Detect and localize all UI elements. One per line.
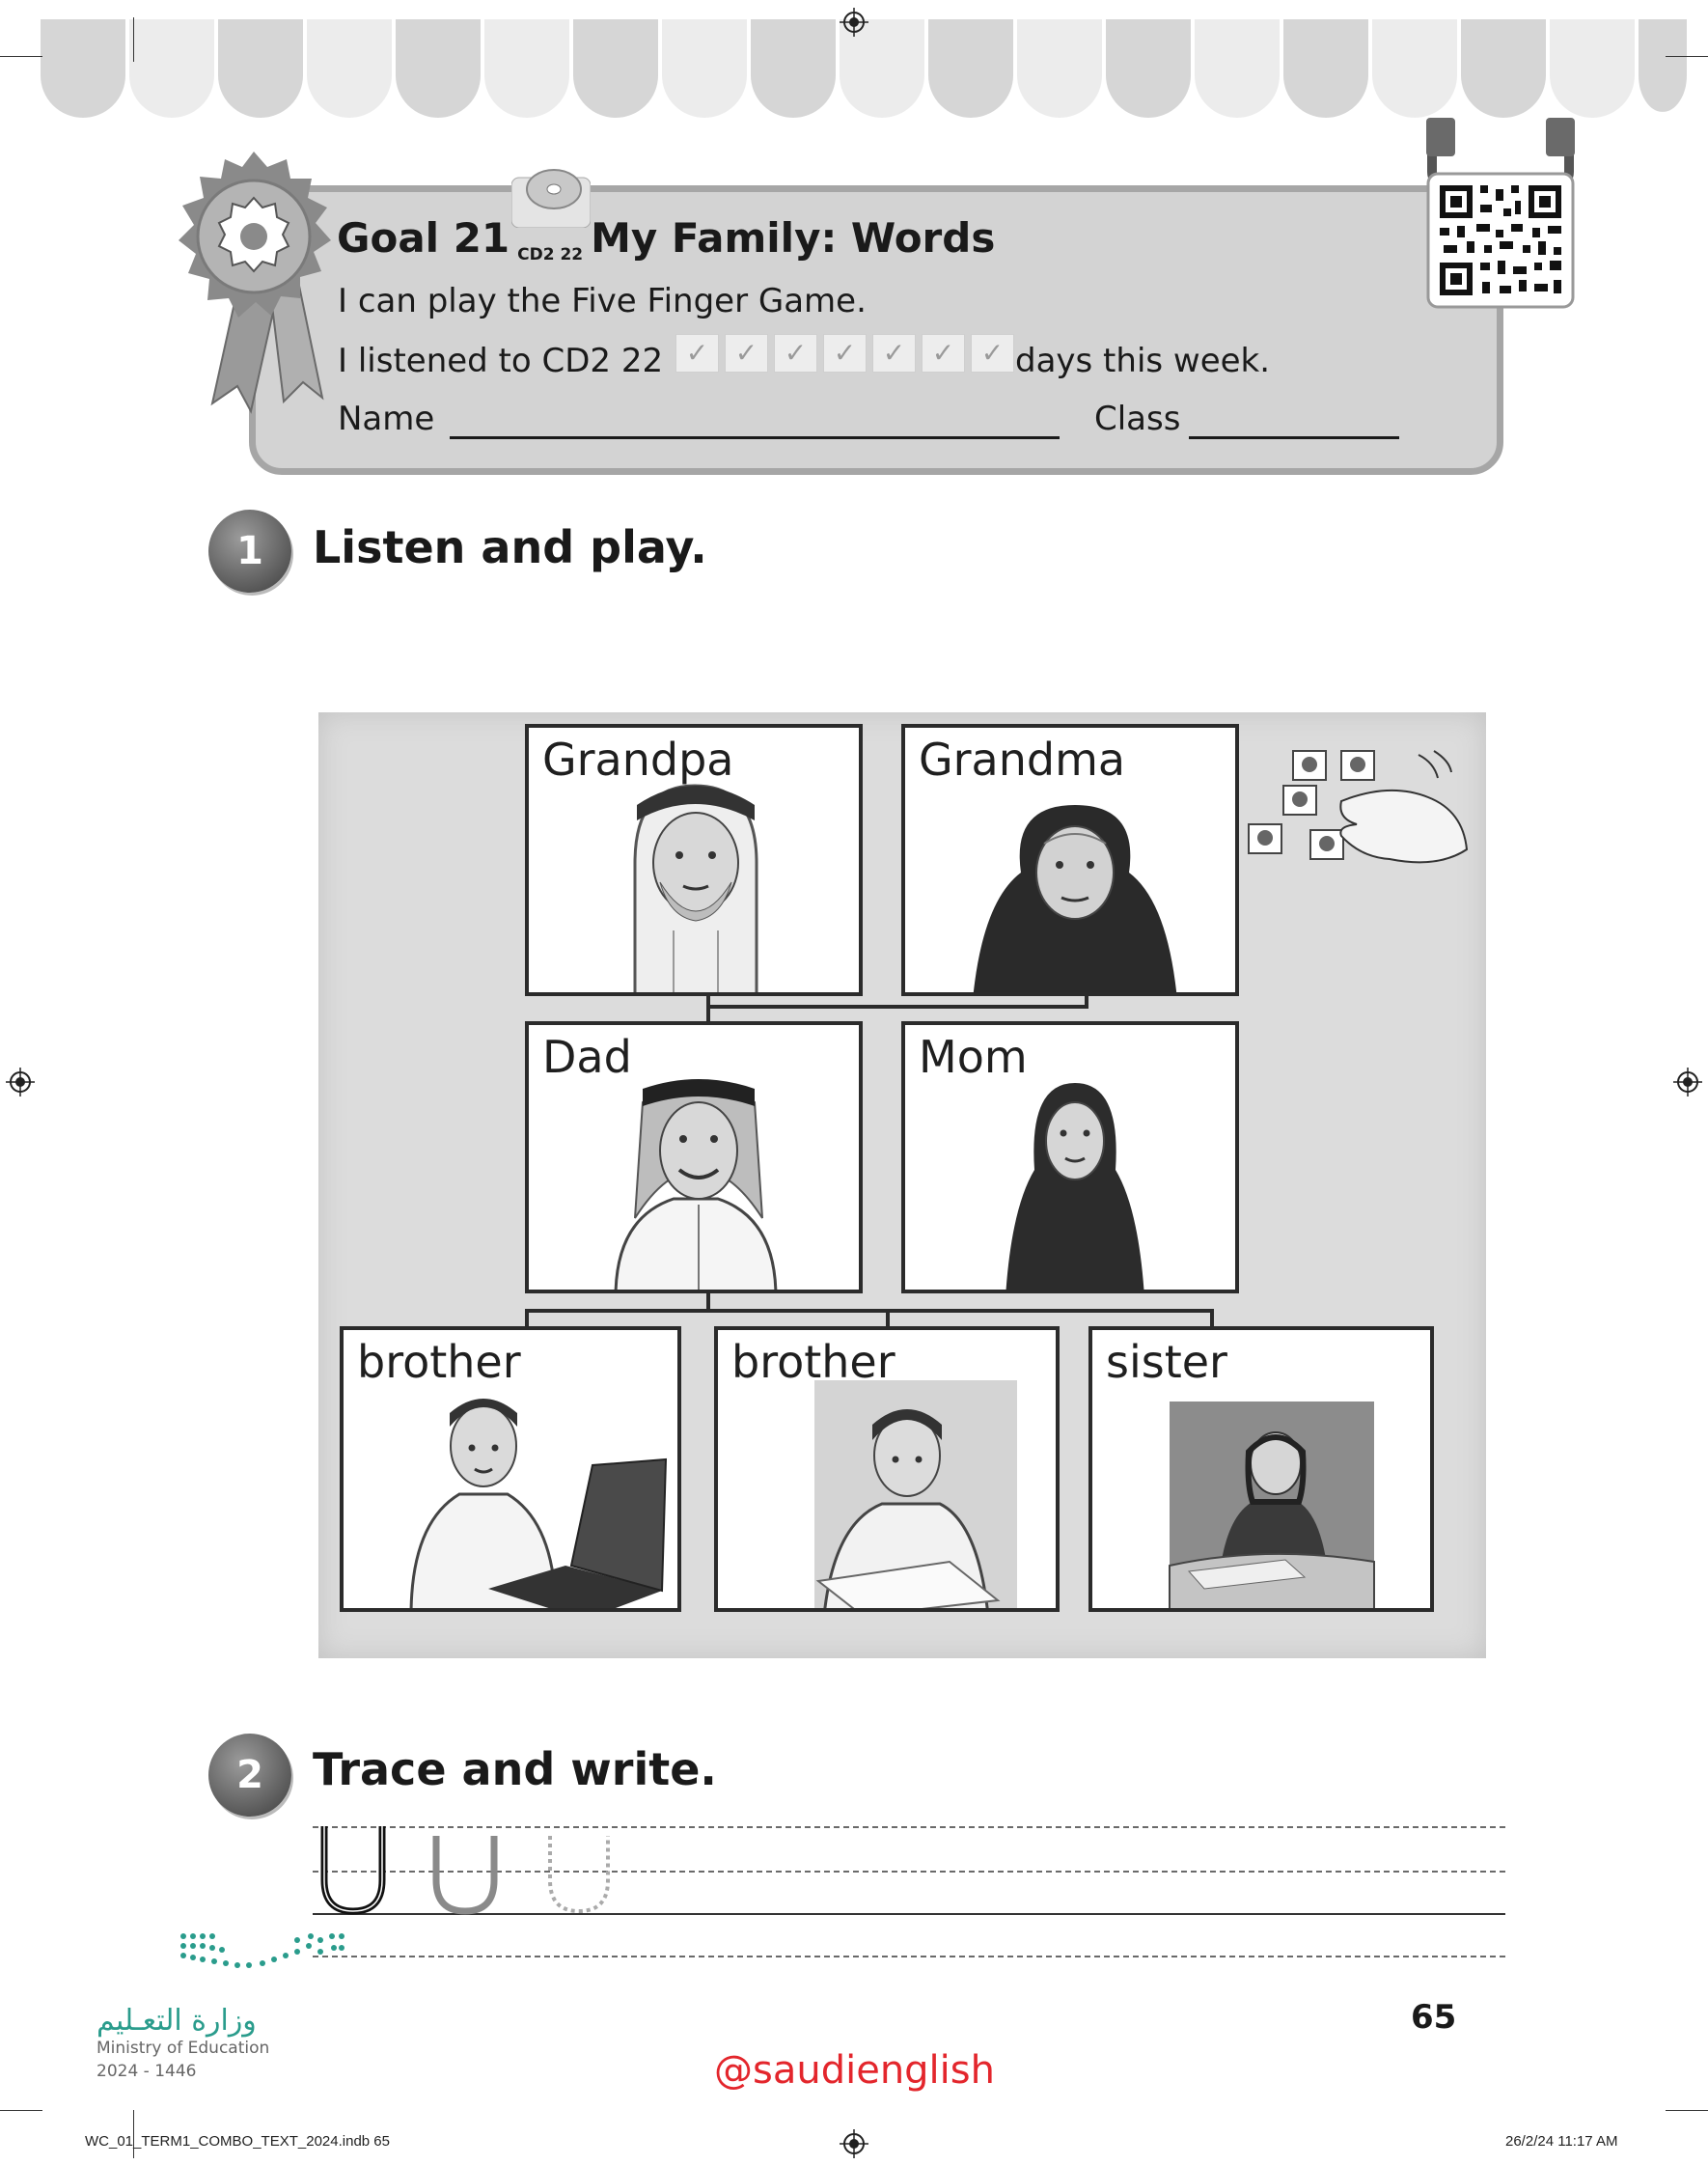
family-card-dad[interactable] [525, 1021, 863, 1293]
listen-statement: I listened to CD2 22 [338, 342, 664, 380]
class-label: Class [1094, 400, 1181, 438]
tile-label-mom: Mom [919, 1031, 1028, 1083]
tile-label-brother-1: brother [357, 1336, 521, 1388]
registration-mark-icon [840, 2129, 868, 2158]
family-card-brother-2[interactable] [714, 1326, 1060, 1612]
name-label: Name [338, 400, 435, 438]
family-card-grandma[interactable] [901, 724, 1239, 996]
exercise-number-badge: 2 [208, 1734, 291, 1817]
day-checkbox[interactable]: ✓ [872, 334, 916, 373]
trace-letters-row[interactable] [315, 1820, 614, 1917]
family-card-brother-1[interactable] [340, 1326, 681, 1612]
family-card-mom[interactable] [901, 1021, 1239, 1293]
goal-title [337, 214, 995, 264]
tile-label-sister: sister [1106, 1336, 1227, 1388]
tile-label-grandpa: Grandpa [542, 734, 734, 786]
exercise-number-badge: 1 [208, 510, 291, 593]
registration-mark-icon [6, 1068, 35, 1096]
page-number: 65 [1411, 1998, 1457, 2037]
watermark-handle: @saudienglish [714, 2048, 995, 2093]
day-checkbox[interactable]: ✓ [675, 334, 719, 373]
goal-topic: My Family: Words [591, 214, 996, 262]
days-this-week-text: days this week. [1015, 342, 1271, 380]
crop-mark [133, 17, 134, 62]
print-slug-file: WC_01_TERM1_COMBO_TEXT_2024.indb 65 [85, 2133, 390, 2150]
exercise-1-title: Listen and play. [313, 521, 707, 573]
hand-pointing-icon [1245, 743, 1476, 888]
family-card-grandpa[interactable] [525, 724, 863, 996]
crop-mark [0, 2110, 42, 2111]
print-slug-date: 26/2/24 11:17 AM [1505, 2133, 1618, 2150]
day-checkbox[interactable]: ✓ [774, 334, 817, 373]
day-checkbox[interactable]: ✓ [823, 334, 867, 373]
family-card-sister[interactable] [1088, 1326, 1434, 1612]
exercise-2-title: Trace and write. [313, 1743, 717, 1795]
goal-number: Goal 21 [337, 214, 510, 262]
tile-label-dad: Dad [542, 1031, 632, 1083]
cd-track-label: CD2 22 [517, 245, 584, 264]
crop-mark [1666, 56, 1708, 57]
ministry-year: 2024 - 1446 [96, 2062, 197, 2081]
ministry-name-english: Ministry of Education [96, 2039, 270, 2058]
day-checkbox[interactable]: ✓ [922, 334, 965, 373]
class-field[interactable] [1189, 436, 1399, 439]
day-checkbox[interactable]: ✓ [971, 334, 1014, 373]
name-field[interactable] [450, 436, 1060, 439]
ministry-logo-icon [176, 1930, 349, 1975]
ministry-name-arabic: وزارة التعـليم [96, 2004, 257, 2038]
goal-badge-icon [162, 145, 345, 415]
qr-code-icon[interactable] [1419, 116, 1583, 309]
registration-mark-icon [1673, 1068, 1702, 1096]
writing-guide-bottom [313, 1956, 1505, 1957]
crop-mark [1666, 2110, 1708, 2111]
crop-mark [0, 56, 42, 57]
days-checkbox-row [675, 334, 1020, 373]
day-checkbox[interactable]: ✓ [725, 334, 768, 373]
goal-statement: I can play the Five Finger Game. [338, 282, 867, 320]
registration-mark-icon [840, 8, 868, 37]
tile-label-brother-2: brother [731, 1336, 895, 1388]
tile-label-grandma: Grandma [919, 734, 1126, 786]
